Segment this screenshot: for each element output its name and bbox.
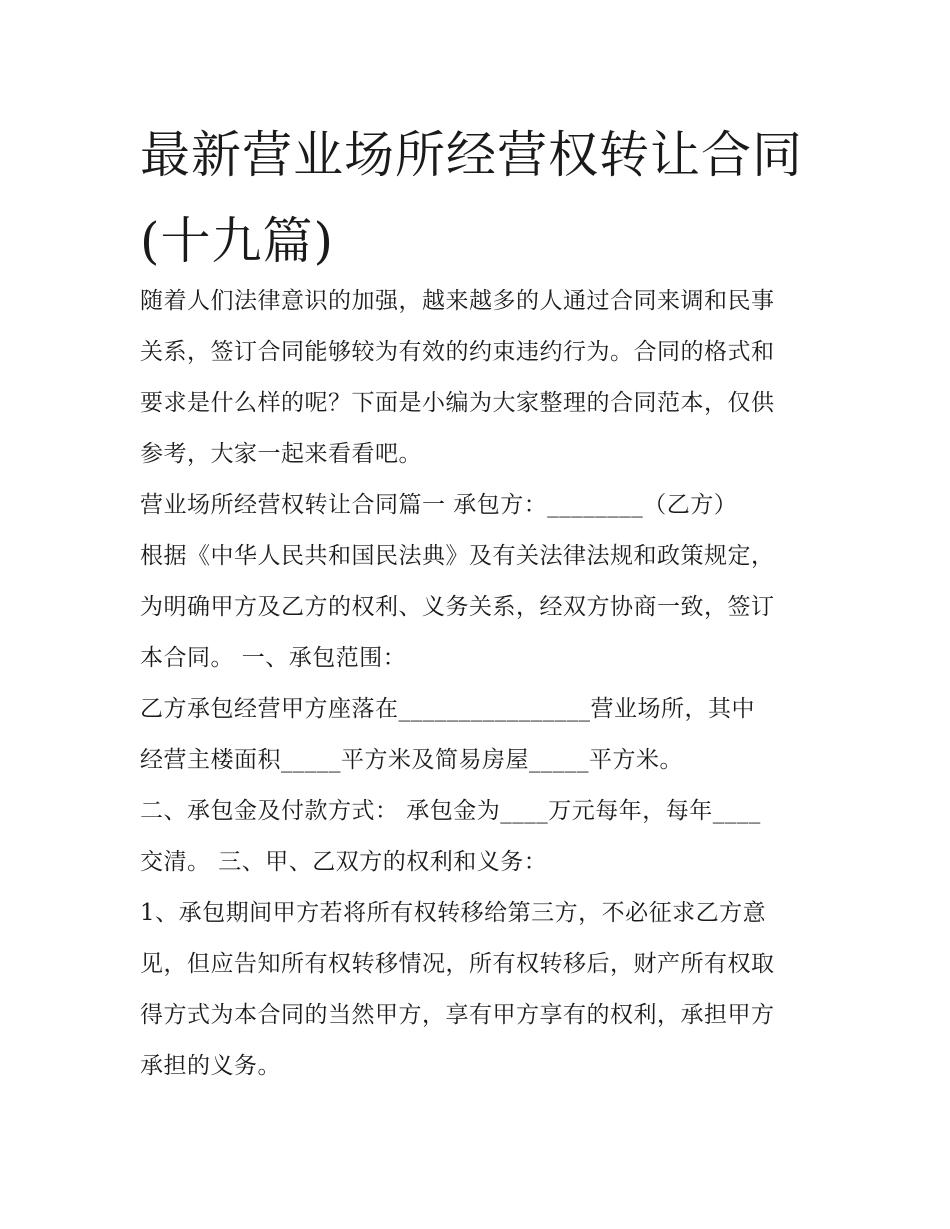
document-body — [140, 276, 820, 1092]
body-line: 交清。 三、甲、乙双方的权利和义务： — [140, 849, 548, 875]
title-line-1: 最新营业场所经营权转让合同 — [140, 126, 803, 184]
body-line: 关系，签订合同能够较为有效的约束违约行为。合同的格式和 — [140, 339, 775, 365]
body-line: 参考，大家一起来看看吧。 — [140, 441, 422, 467]
body-line: 随着人们法律意识的加强，越来越多的人通过合同来调和民事 — [140, 288, 775, 314]
title-line-2: (十九篇) — [140, 212, 335, 270]
document-title — [140, 112, 820, 284]
body-line: 为明确甲方及乙方的权利、义务关系，经双方协商一致，签订 — [140, 594, 775, 620]
body-line: 1、承包期间甲方若将所有权转移给第三方，不必征求乙方意 — [140, 900, 767, 926]
body-line: 承担的义务。 — [140, 1053, 281, 1079]
body-line: 要求是什么样的呢？下面是小编为大家整理的合同范本，仅供 — [140, 390, 775, 416]
body-line: 根据《中华人民共和国民法典》及有关法律法规和政策规定， — [140, 543, 775, 569]
body-line: 二、承包金及付款方式： 承包金为____万元每年，每年____ — [140, 798, 761, 824]
body-line: 见，但应告知所有权转移情况，所有权转移后，财产所有权取 — [140, 951, 775, 977]
body-line: 乙方承包经营甲方座落在________________营业场所，其中 — [140, 696, 755, 722]
body-line: 得方式为本合同的当然甲方，享有甲方享有的权利，承担甲方 — [140, 1002, 775, 1028]
body-line: 营业场所经营权转让合同篇一 承包方：________（乙方） — [140, 492, 738, 518]
body-line: 本合同。 一、承包范围： — [140, 645, 407, 671]
body-line: 经营主楼面积_____平方米及简易房屋_____平方米。 — [140, 747, 683, 773]
